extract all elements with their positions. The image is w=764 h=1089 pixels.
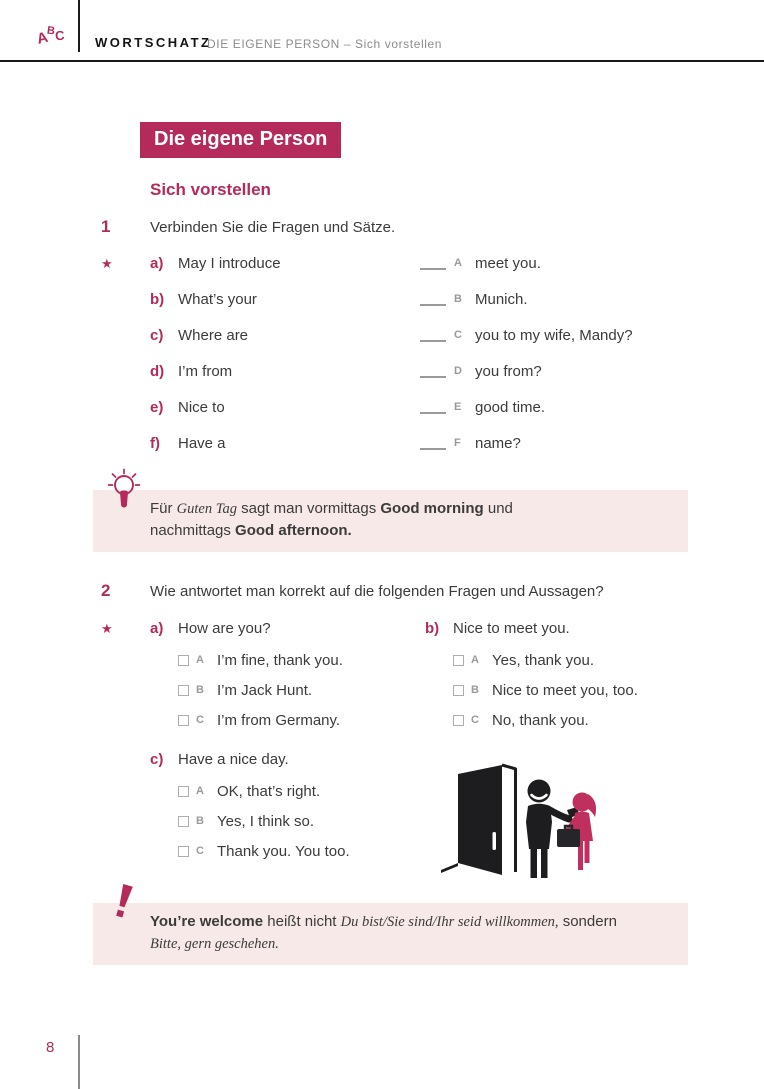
answer-checkbox bbox=[178, 816, 189, 827]
answer-checkbox bbox=[178, 685, 189, 696]
answer-blank bbox=[420, 293, 446, 306]
matching-row bbox=[150, 353, 680, 389]
question-head bbox=[425, 617, 705, 641]
question-text: How are you? bbox=[178, 620, 271, 637]
option-letter: B bbox=[196, 815, 204, 827]
question-block-a bbox=[150, 617, 430, 735]
option-row bbox=[150, 645, 430, 675]
answer-blank bbox=[420, 257, 446, 270]
item-label: b) bbox=[150, 290, 165, 308]
item-left-text: May I introduce bbox=[178, 254, 281, 272]
matching-row bbox=[150, 281, 680, 317]
answer-blank bbox=[420, 437, 446, 450]
exercise1-number: 1 bbox=[101, 217, 111, 236]
matching-row bbox=[150, 425, 680, 461]
item-label: e) bbox=[150, 398, 164, 416]
chapter-title-banner: Die eigene Person bbox=[140, 122, 341, 158]
option-row bbox=[425, 645, 705, 675]
exercise2-number: 2 bbox=[101, 581, 111, 600]
tip-text: nachmittags bbox=[150, 522, 236, 539]
item-label: d) bbox=[150, 362, 165, 380]
footer-vertical-divider bbox=[78, 1035, 80, 1089]
item-right-text: good time. bbox=[475, 398, 546, 416]
option-row bbox=[150, 776, 430, 806]
item-right-text: meet you. bbox=[475, 254, 541, 272]
logo-letter: A bbox=[35, 28, 50, 48]
note-text-italic: Du bist/Sie sind/Ihr seid willkommen, bbox=[340, 914, 559, 930]
lightbulb-icon bbox=[106, 467, 142, 525]
tip-text: Für bbox=[150, 500, 177, 517]
item-letter: A bbox=[454, 257, 462, 269]
note-text-bold: You’re welcome bbox=[150, 913, 264, 930]
item-label: a) bbox=[150, 254, 164, 272]
option-row bbox=[150, 836, 430, 866]
difficulty-star-icon: ★ bbox=[101, 621, 113, 636]
note-text: sondern bbox=[558, 913, 617, 930]
answer-blank bbox=[420, 329, 446, 342]
answer-blank bbox=[420, 365, 446, 378]
question-text: Have a nice day. bbox=[178, 751, 289, 768]
answer-checkbox bbox=[453, 685, 464, 696]
option-letter: B bbox=[471, 684, 479, 696]
question-block-b bbox=[425, 617, 705, 735]
publisher-logo bbox=[35, 24, 65, 48]
answer-blank bbox=[420, 401, 446, 414]
exercise1-instruction: Verbinden Sie die Fragen und Sätze. bbox=[150, 219, 396, 236]
item-left-text: What’s your bbox=[178, 290, 257, 308]
option-text: Yes, I think so. bbox=[217, 812, 315, 830]
door-greeting-illustration bbox=[436, 758, 606, 882]
option-letter: B bbox=[196, 684, 204, 696]
tip-text: und bbox=[483, 500, 513, 517]
option-text: OK, that’s right. bbox=[217, 782, 321, 800]
item-right-text: name? bbox=[475, 434, 521, 452]
header-vertical-divider bbox=[78, 0, 80, 52]
option-letter: A bbox=[471, 654, 479, 666]
option-text: Yes, thank you. bbox=[492, 651, 595, 669]
item-right-text: you from? bbox=[475, 362, 542, 380]
option-row bbox=[425, 675, 705, 705]
page-number: 8 bbox=[46, 1039, 55, 1056]
logo-letter: B bbox=[46, 24, 56, 38]
difficulty-star-icon: ★ bbox=[101, 256, 113, 271]
option-row bbox=[425, 705, 705, 735]
option-letter: A bbox=[196, 785, 204, 797]
header-rule bbox=[0, 60, 764, 62]
answer-checkbox bbox=[178, 786, 189, 797]
answer-checkbox bbox=[178, 655, 189, 666]
item-left-text: I’m from bbox=[178, 362, 233, 380]
question-head bbox=[150, 748, 430, 772]
question-label: c) bbox=[150, 751, 164, 768]
tip-text-italic: Guten Tag bbox=[176, 501, 237, 517]
answer-checkbox bbox=[453, 655, 464, 666]
tip-text-bold: Good afternoon. bbox=[235, 522, 352, 539]
option-text: I’m Jack Hunt. bbox=[217, 681, 313, 699]
matching-row bbox=[150, 317, 680, 353]
option-text: I’m from Germany. bbox=[217, 711, 341, 729]
option-text: Nice to meet you, too. bbox=[492, 681, 638, 699]
option-row bbox=[150, 806, 430, 836]
question-label: b) bbox=[425, 620, 440, 637]
header-chapter-label: DIE EIGENE PERSON – Sich vorstellen bbox=[207, 37, 443, 51]
item-letter: E bbox=[454, 401, 462, 413]
option-row bbox=[150, 705, 430, 735]
option-row bbox=[150, 675, 430, 705]
question-label: a) bbox=[150, 620, 164, 637]
question-block-c bbox=[150, 748, 430, 866]
question-text: Nice to meet you. bbox=[453, 620, 570, 637]
option-letter: C bbox=[196, 714, 204, 726]
item-label: f) bbox=[150, 434, 160, 452]
item-letter: B bbox=[454, 293, 462, 305]
logo-letter: C bbox=[54, 27, 65, 44]
item-right-text: you to my wife, Mandy? bbox=[475, 326, 633, 344]
option-letter: C bbox=[196, 845, 204, 857]
note-text: heißt nicht bbox=[263, 913, 341, 930]
tip-text: sagt man vormittags bbox=[236, 500, 381, 517]
item-left-text: Nice to bbox=[178, 398, 225, 416]
item-left-text: Have a bbox=[178, 434, 226, 452]
woman-pictogram bbox=[557, 793, 596, 871]
note-text-italic: Bitte, gern geschehen. bbox=[150, 936, 279, 952]
option-letter: C bbox=[471, 714, 479, 726]
item-label: c) bbox=[150, 326, 164, 344]
option-text: No, thank you. bbox=[492, 711, 589, 729]
option-text: Thank you. You too. bbox=[217, 842, 350, 860]
item-letter: F bbox=[454, 437, 461, 449]
note-box bbox=[93, 903, 688, 965]
option-text: I’m fine, thank you. bbox=[217, 651, 343, 669]
question-head bbox=[150, 617, 430, 641]
answer-checkbox bbox=[178, 715, 189, 726]
answer-checkbox bbox=[178, 846, 189, 857]
matching-row bbox=[150, 245, 680, 281]
item-left-text: Where are bbox=[178, 326, 249, 344]
matching-row bbox=[150, 389, 680, 425]
exercise2-instruction: Wie antwortet man korrekt auf die folgenden Fragen und Aussagen? bbox=[150, 583, 604, 600]
door-icon bbox=[441, 765, 517, 875]
tip-text-bold: Good morning bbox=[380, 500, 484, 517]
option-letter: A bbox=[196, 654, 204, 666]
item-right-text: Munich. bbox=[475, 290, 528, 308]
item-letter: C bbox=[454, 329, 462, 341]
item-letter: D bbox=[454, 365, 462, 377]
header-section-label: WORTSCHATZ bbox=[95, 35, 212, 50]
matching-exercise bbox=[150, 245, 680, 461]
exclamation-icon bbox=[111, 883, 137, 929]
tip-box bbox=[93, 490, 688, 552]
section-title: Sich vorstellen bbox=[150, 180, 271, 199]
answer-checkbox bbox=[453, 715, 464, 726]
